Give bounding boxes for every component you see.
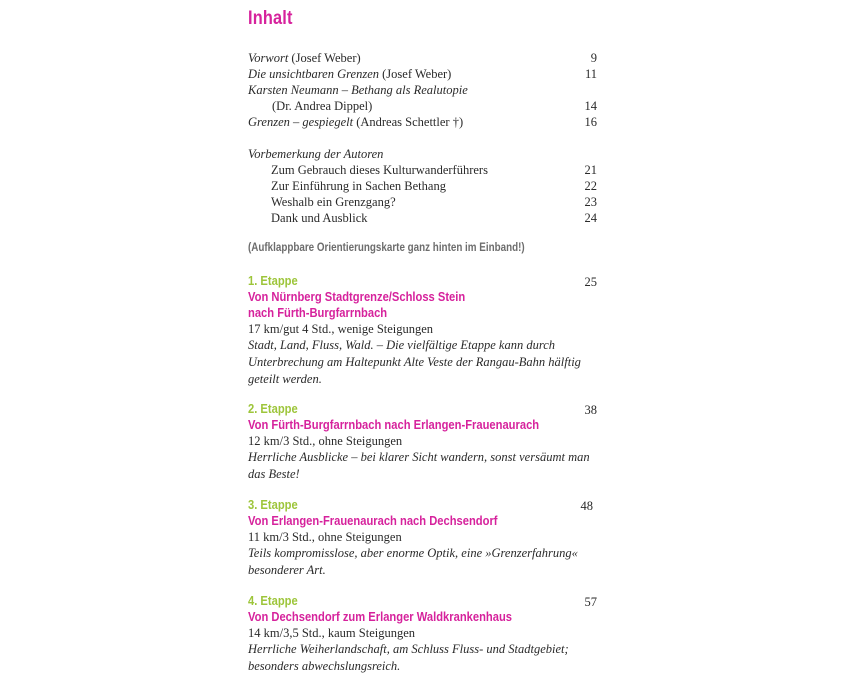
entry-author: (Dr. Andrea Dippel) bbox=[272, 99, 373, 113]
preface-item: Zur Einführung in Sachen Bethang bbox=[271, 179, 446, 193]
stage-title: nach Fürth-Burgfarrnbach bbox=[248, 305, 388, 320]
page-number: 57 bbox=[584, 595, 597, 609]
preface-item: Dank und Ausblick bbox=[271, 211, 368, 225]
toc-entry bbox=[248, 82, 598, 98]
page-number: 25 bbox=[584, 275, 597, 289]
stage-meta: 17 km/gut 4 Std., wenige Steigungen bbox=[248, 322, 434, 336]
map-note: (Aufklappbare Orientierungskarte ganz hinten im Einband!) bbox=[248, 240, 525, 254]
page-number: 16 bbox=[584, 115, 597, 129]
page-number: 23 bbox=[584, 195, 597, 209]
stage-title: Von Erlangen-Frauenaurach nach Dechsendorf bbox=[248, 513, 498, 528]
preface-item: Weshalb ein Grenzgang? bbox=[271, 195, 396, 209]
stage-label: 1. Etappe bbox=[248, 273, 298, 288]
entry-author: (Josef Weber) bbox=[379, 67, 452, 81]
page-title: Inhalt bbox=[248, 8, 293, 29]
toc-entry bbox=[248, 50, 598, 66]
stage-label: 2. Etappe bbox=[248, 401, 298, 416]
stage-title: Von Fürth-Burgfarrnbach nach Erlangen-Frauenaurach bbox=[248, 417, 540, 432]
page-number: 48 bbox=[580, 499, 593, 513]
stage-meta: 11 km/3 Std., ohne Steigungen bbox=[248, 530, 402, 544]
toc-entry bbox=[248, 66, 598, 82]
page-number: 11 bbox=[584, 67, 597, 81]
stage-description: Stadt, Land, Fluss, Wald. – Die vielfältige Etappe kann durch Unterbrechung am Haltepunkt Alte Veste der Rangau-Bahn hälftig geteilt werden. bbox=[248, 338, 581, 386]
page-number: 14 bbox=[584, 99, 597, 113]
entry-title: Vorwort bbox=[248, 51, 289, 65]
stage-meta: 14 km/3,5 Std., kaum Steigungen bbox=[248, 626, 416, 640]
entry-author: (Andreas Schettler †) bbox=[353, 115, 464, 129]
stage-label: 3. Etappe bbox=[248, 497, 298, 512]
preface-title: Vorbemerkung der Autoren bbox=[248, 147, 384, 161]
page-number: 24 bbox=[584, 211, 597, 225]
entry-title: Grenzen – gespiegelt bbox=[248, 115, 354, 129]
page-number: 9 bbox=[590, 51, 597, 65]
page-number: 22 bbox=[584, 179, 597, 193]
stage-description: Herrliche Weiherlandschaft, am Schluss Fluss- und Stadtgebiet; besonders abwechslungsreich. bbox=[248, 642, 569, 673]
entry-title: Die unsichtbaren Grenzen bbox=[248, 67, 379, 81]
preface-item: Zum Gebrauch dieses Kulturwanderführers bbox=[271, 163, 488, 177]
page-number: 21 bbox=[584, 163, 597, 177]
entry-author: (Josef Weber) bbox=[288, 51, 361, 65]
toc-entry bbox=[248, 114, 598, 130]
stage-title: Von Nürnberg Stadtgrenze/Schloss Stein bbox=[248, 289, 466, 304]
stage-description: Herrliche Ausblicke – bei klarer Sicht wandern, sonst versäumt man das Beste! bbox=[248, 450, 590, 481]
entry-title: Karsten Neumann – Bethang als Realutopie bbox=[248, 83, 468, 97]
stage-description: Teils kompromisslose, aber enorme Optik, eine »Grenzerfahrung« besonderer Art. bbox=[248, 546, 578, 577]
stage-title: Von Dechsendorf zum Erlanger Waldkrankenhaus bbox=[248, 609, 513, 624]
page-number: 38 bbox=[584, 403, 597, 417]
stage-label: 4. Etappe bbox=[248, 593, 298, 608]
stage-meta: 12 km/3 Std., ohne Steigungen bbox=[248, 434, 403, 448]
